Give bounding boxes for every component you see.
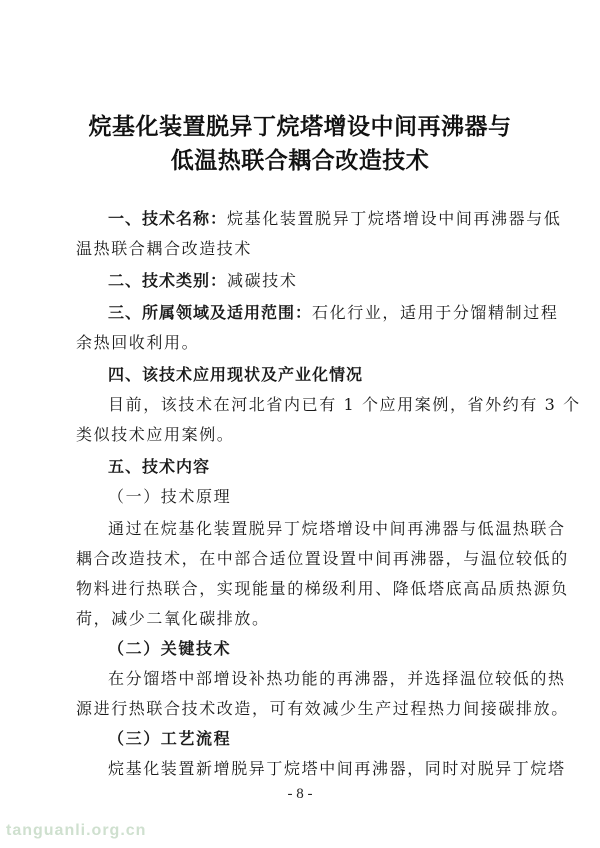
tech-category-line	[108, 268, 528, 291]
tech-category-value: 减碳技术	[227, 271, 298, 290]
status-heading: 四、该技术应用现状及产业化情况	[108, 365, 364, 384]
principle-line-4: 荷，减少二氧化碳排放。	[76, 609, 270, 628]
tech-name-value-1: 烷基化装置脱异丁烷塔增设中间再沸器与低	[227, 209, 562, 228]
key-tech-heading: （二）关键技术	[108, 639, 232, 658]
page-number: - 8 -	[287, 786, 313, 802]
key-tech-line-2: 源进行热联合技术改造，可有效减少生产过程热力间接碳排放。	[76, 699, 569, 718]
process-heading: （三）工艺流程	[108, 729, 232, 748]
key-tech-line-1: 在分馏塔中部增设补热功能的再沸器，并选择温位较低的热	[108, 669, 566, 688]
title-line-1: 烷基化装置脱异丁烷塔增设中间再沸器与	[88, 113, 512, 140]
title-line-2: 低温热联合耦合改造技术	[170, 147, 430, 174]
watermark: tanguanli.org.cn	[6, 822, 147, 839]
principle-heading: （一）技术原理	[108, 487, 232, 506]
scope-label: 三、所属领域及适用范围：	[108, 303, 313, 322]
status-paragraph-line-2: 类似技术应用案例。	[76, 425, 235, 444]
tech-name-label: 一、技术名称：	[108, 209, 228, 228]
scope-value-1: 石化行业，适用于分馏精制过程	[312, 303, 559, 322]
content-heading: 五、技术内容	[108, 457, 211, 476]
status-paragraph-line-1: 目前，该技术在河北省内已有 1 个应用案例，省外约有 3 个	[108, 395, 581, 414]
tech-category-label: 二、技术类别：	[108, 271, 228, 290]
principle-line-2: 耦合改造技术，在中部合适位置设置中间再沸器，与温位较低的	[76, 549, 569, 568]
scope-line-1	[108, 300, 559, 323]
tech-name-line-1	[108, 206, 562, 229]
scope-value-2: 余热回收利用。	[76, 333, 200, 352]
process-line-1: 烷基化装置新增脱异丁烷塔中间再沸器，同时对脱异丁烷塔	[108, 759, 566, 778]
principle-line-3: 物料进行热联合，实现能量的梯级利用、降低塔底高品质热源负	[76, 579, 569, 598]
principle-line-1: 通过在烷基化装置脱异丁烷塔增设中间再沸器与低温热联合	[108, 519, 566, 538]
tech-name-value-2: 温热联合耦合改造技术	[76, 239, 253, 258]
